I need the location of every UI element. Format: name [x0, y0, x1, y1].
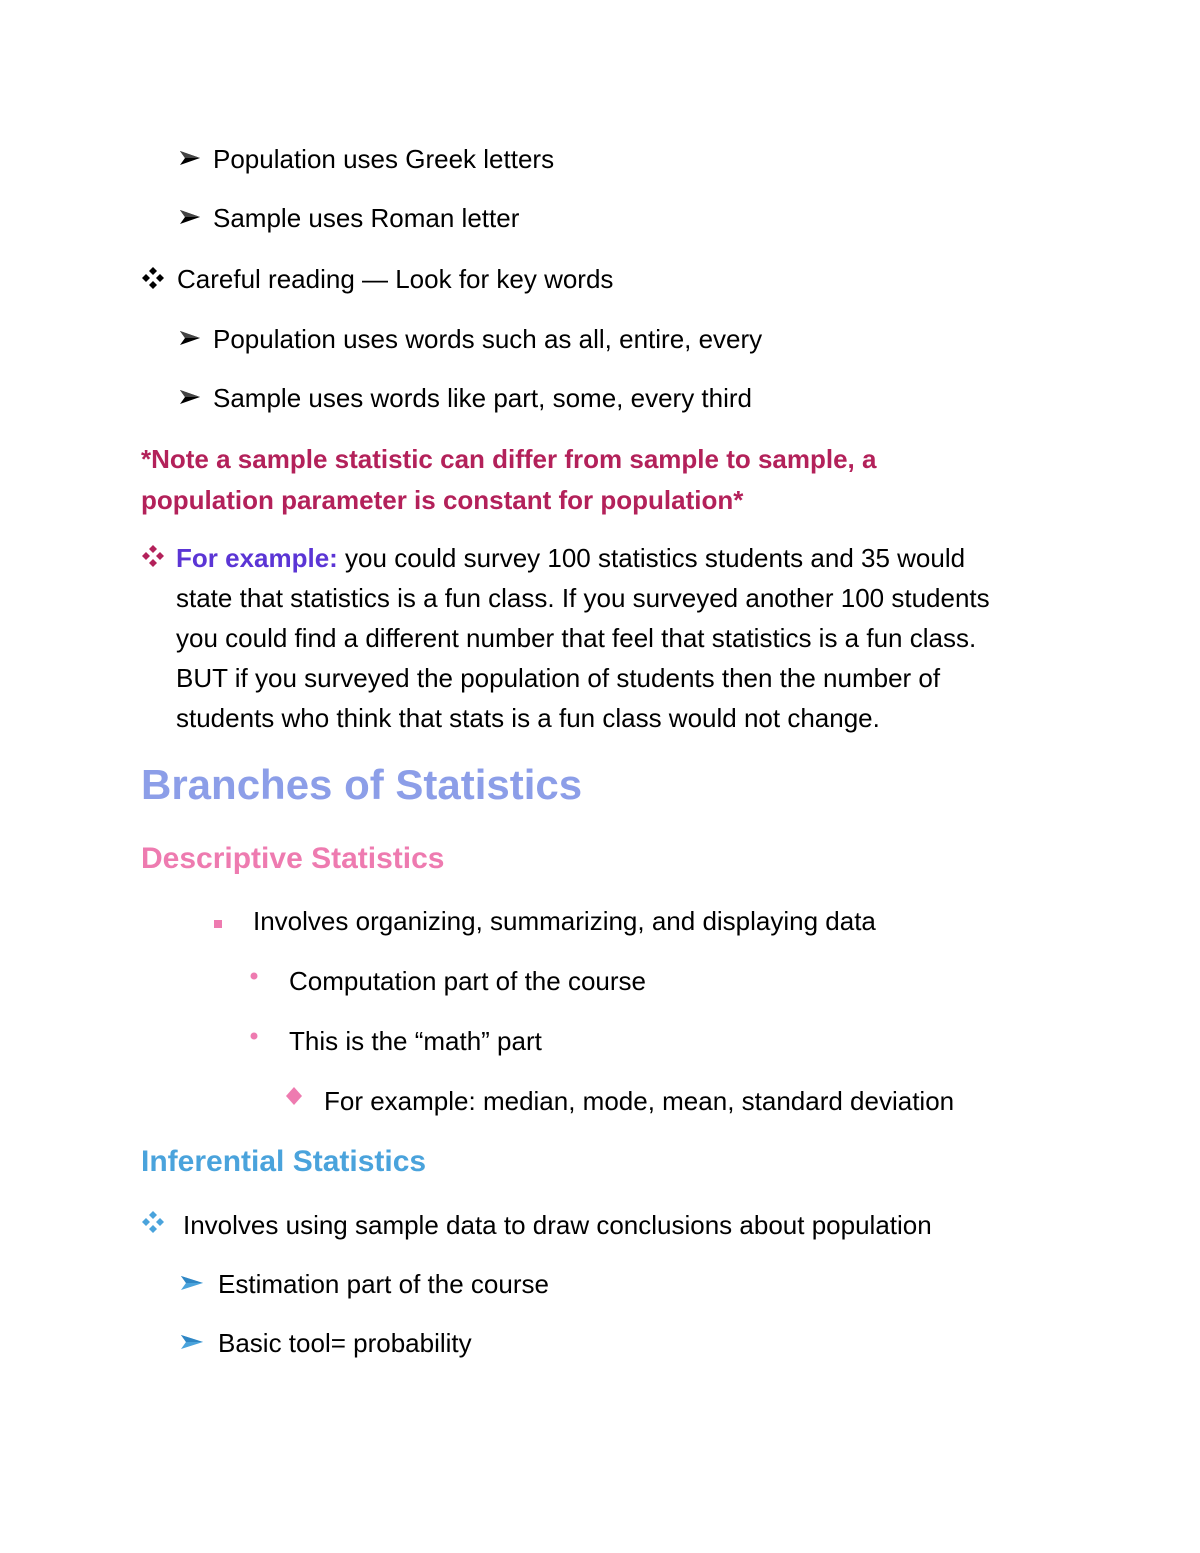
- note-line-2: population parameter is constant for population*: [141, 485, 744, 515]
- heading-inferential: Inferential Statistics: [141, 1145, 427, 1178]
- list-item-sample-words: Sample uses words like part, some, every third: [213, 383, 752, 413]
- inferential-item-estimation: Estimation part of the course: [218, 1269, 549, 1299]
- example-line-2: state that statistics is a fun class. If you surveyed another 100 students: [176, 583, 990, 613]
- list-item-careful-reading: Careful reading — Look for key words: [177, 264, 614, 294]
- descriptive-item-computation: Computation part of the course: [289, 966, 646, 996]
- arrow-bullet-icon: [178, 386, 202, 412]
- four-diamond-bullet-icon: [141, 266, 165, 294]
- example-line-5: students who think that stats is a fun class would not change.: [176, 703, 880, 733]
- heading-descriptive: Descriptive Statistics: [141, 842, 445, 875]
- example-line-3: you could find a different number that feel that statistics is a fun class.: [176, 623, 977, 653]
- four-diamond-bullet-icon: [141, 1210, 165, 1238]
- inferential-item-probability: Basic tool= probability: [218, 1328, 472, 1358]
- dot-bullet-icon: [250, 970, 260, 986]
- dot-bullet-icon: [250, 1030, 260, 1046]
- example-label: For example:: [176, 543, 338, 573]
- example-line-4: BUT if you surveyed the population of students then the number of: [176, 663, 941, 693]
- arrow-bullet-icon: [179, 1272, 205, 1298]
- arrow-bullet-icon: [178, 147, 202, 173]
- example-line-1-text: you could survey 100 statistics students and 35 would: [337, 543, 966, 573]
- inferential-item-sample-data: Involves using sample data to draw conclusions about population: [183, 1210, 932, 1240]
- descriptive-item-example: For example: median, mode, mean, standard deviation: [324, 1086, 955, 1116]
- list-item-sample-roman: Sample uses Roman letter: [213, 203, 520, 233]
- four-diamond-bullet-icon: [141, 544, 165, 572]
- arrow-bullet-icon: [179, 1331, 205, 1357]
- example-line-1: [176, 545, 965, 571]
- descriptive-item-organizing: Involves organizing, summarizing, and displaying data: [253, 906, 876, 936]
- arrow-bullet-icon: [178, 206, 202, 232]
- descriptive-item-math: This is the “math” part: [289, 1026, 542, 1056]
- list-item-population-greek: Population uses Greek letters: [213, 144, 555, 174]
- square-bullet-icon: [214, 918, 224, 934]
- heading-branches: Branches of Statistics: [141, 761, 583, 808]
- note-line-1: *Note a sample statistic can differ from sample to sample, a: [141, 444, 877, 474]
- diamond-bullet-icon: [285, 1086, 303, 1110]
- list-item-population-words: Population uses words such as all, entire, every: [213, 324, 763, 354]
- arrow-bullet-icon: [178, 327, 202, 353]
